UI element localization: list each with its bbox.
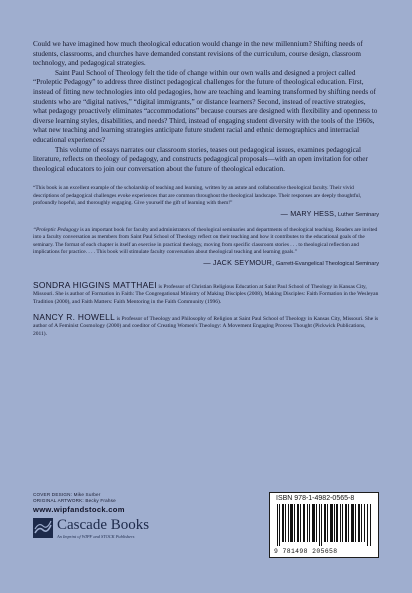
barcode-digits: 9 781498 205658 xyxy=(274,548,338,555)
author-bio-2 xyxy=(33,314,379,338)
endorsement-2-book-title: “Proleptic Pedagogy xyxy=(33,226,79,233)
body-paragraph-3: This volume of essays narrates our classroom stories, teases out pedagogical issues, examines pedagogical literature, reflects on theology of pedagogy, and constructs pedagogical proposals—with an open invitation for other theological educators to join our conversation about the future of theological education. xyxy=(33,145,368,173)
isbn-barcode xyxy=(269,492,379,558)
author-1-name: SONDRA HIGGINS MATTHAEI xyxy=(33,279,158,290)
cover-credits xyxy=(33,492,116,504)
endorsement-1-affiliation: Luther Seminary xyxy=(337,211,379,218)
publisher-website: www.wipfandstock.com xyxy=(33,505,125,514)
endorsement-1-body: “This book is an excellent example of the scholarship of teaching and learning, written by an astute and collaborative theological faculty. Their vivid descriptions of pedagogical challenges evoke experiences that are common throughout the theological landscape. Their responses are deeply thoughtful, profoundly hopeful, and thoroughly engaging. Give yourself the gift of learning with them!” xyxy=(33,185,362,207)
endorsement-2-text xyxy=(33,227,379,257)
endorsement-1-text xyxy=(33,185,379,208)
endorsement-2-name: — JACK SEYMOUR, xyxy=(203,257,275,267)
cover-design-credit: COVER DESIGN: Mike Surber xyxy=(33,492,101,497)
endorsement-2-attribution xyxy=(33,259,379,268)
publisher-tagline: An Imprint of WIPF and STOCK Publishers xyxy=(57,534,135,539)
endorsement-2-affiliation: Garrett-Evangelical Theological Seminary xyxy=(275,260,379,267)
cascade-logo-icon xyxy=(33,518,53,538)
endorsement-1-name: — MARY HESS, xyxy=(280,208,337,218)
body-paragraph-2: Saint Paul School of Theology felt the tide of change within our own walls and designed a project called “Proleptic Pedagogy” to address three distinct pedagogical challenges for the future of theological education. First, instead of fitting new technologies into old pedagogies, how are teaching and learning transformed by shifting needs of students who are “digital natives,” “digital immigrants,” or distance learners? Second, instead of reactive strategies, what pedagogy proactively eliminates “accommodations” because courses are designed with flexibility and openness to diverse learning styles, disabilities, and needs? Third, instead of engaging student diversity with the tools of the 1960s, what new teaching and learning strategies anticipate future student racial and ethnic demographics and interracial educational experiences? xyxy=(33,68,378,144)
endorsement-2-body: is an important book for faculty and administrators of theological seminaries and departments of theological teaching. Readers are invited into a faculty conversation as members from Saint Paul School of Theology reflect on their teaching and how it contributes to the educational goals of the seminary. The format of each chapter is itself an exercise in practical theology, moving from specific classroom stories . . . to theological reflection and implications for practice. . . . This book will stimulate faculty conversation about theological teaching and learning goals.” xyxy=(33,226,378,256)
endorsement-1-attribution xyxy=(33,210,379,219)
artwork-credit: ORIGINAL ARTWORK: Becky Frahse xyxy=(33,497,116,503)
cover-footer xyxy=(33,492,379,562)
barcode-bars-icon xyxy=(277,504,373,546)
endorsements xyxy=(33,185,379,268)
author-2-bio-text: is Professor of Theology and Philosophy of Religion at Saint Paul School of Theology in Kansas City, Missouri. She is author of A Feminist Cosmology (2000) and coeditor of Creating Women's Theology: A Movement Engaging Process Thought (Pickwick Publications, 2011). xyxy=(33,316,379,337)
body-paragraph-1: Could we have imagined how much theological education would change in the new millennium? Shifting needs of students, classrooms, and churches have demanded constant revisions of the curriculum, course design, classroom technology, and pedagogical strategies. xyxy=(33,40,363,68)
isbn-label: ISBN 978-1-4982-0565-8 xyxy=(276,495,355,502)
publisher-logo xyxy=(33,518,183,540)
publisher-name: Cascade Books xyxy=(57,517,150,533)
author-2-name: NANCY R. HOWELL xyxy=(33,312,116,323)
author-bio-1 xyxy=(33,279,379,306)
author-1-bio-text: is Professor of Christian Religious Education at Saint Paul School of Theology in Kansas City, Missouri. She is author of Formation in Faith: The Congregational Ministry of Making Disciples (2008), Making Disciples: Faith Formation in the Wesleyan Tradition (2000), and Faith Matters: Faith Mentoring in the Faith Community (1996). xyxy=(33,283,379,305)
